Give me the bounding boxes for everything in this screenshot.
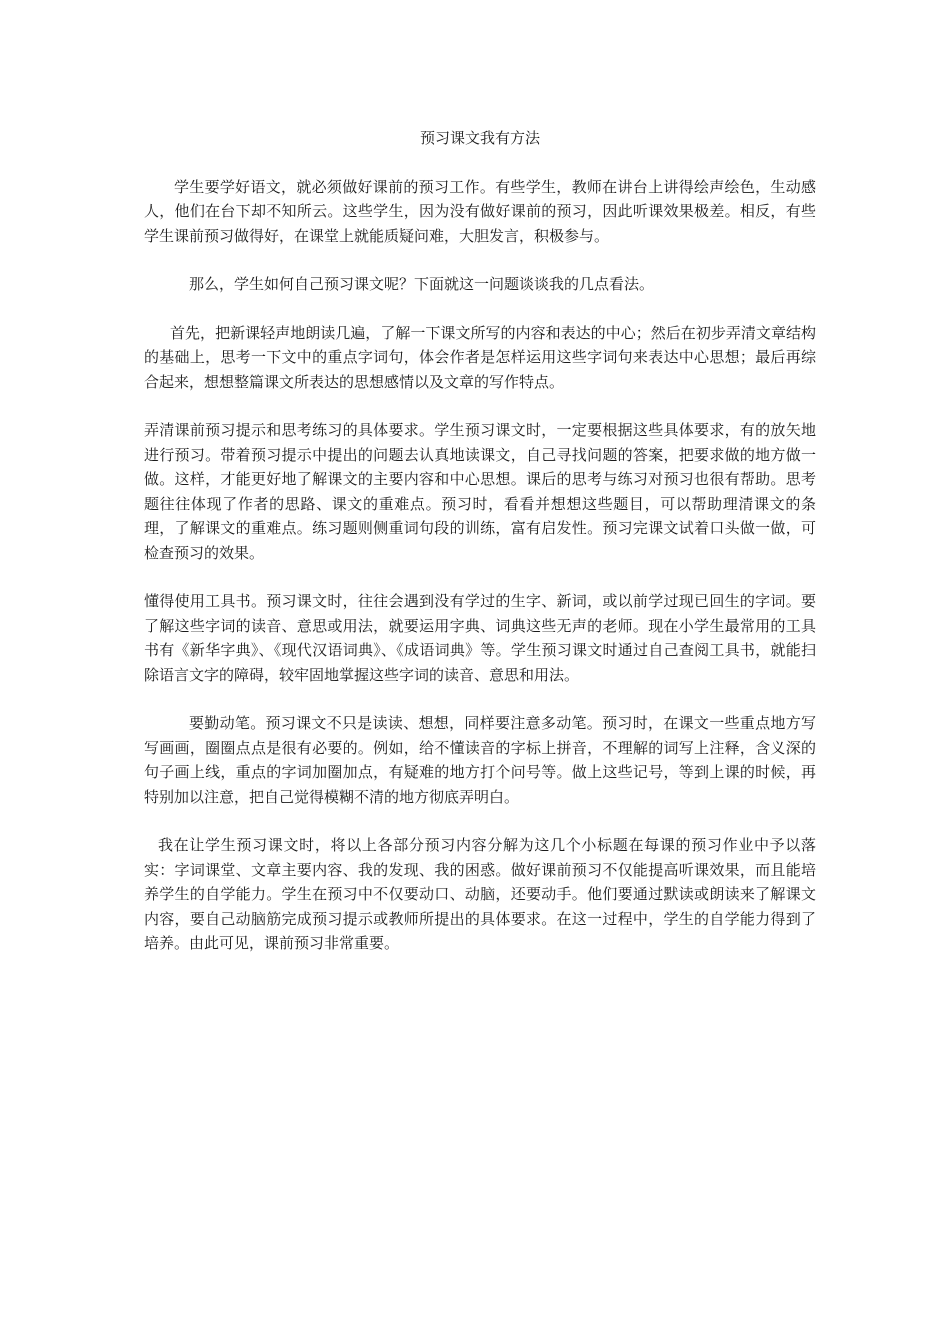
- paragraph-intro: 学生要学好语文，就必须做好课前的预习工作。有些学生，教师在讲台上讲得绘声绘色，生动感人，他们在台下却不知所云。这些学生，因为没有做好课前的预习，因此听课效果极差。相反，有些学生课前预习做得好，在课堂上就能质疑问难，大胆发言，积极参与。: [144, 177, 816, 245]
- paragraph-reference-books: 懂得使用工具书。预习课文时，往往会遇到没有学过的生字、新词，或以前学过现已回生的字词。要了解这些字词的读音、意思或用法，就要运用字典、词典这些无声的老师。现在小学生最常用的工具书有《新华字典》、《现代汉语词典》、《成语词典》等。学生预习课文时通过自己查阅工具书，就能扫除语言文字的障碍，较牢固地掌握这些字词的读音、意思和用法。: [144, 592, 816, 684]
- paragraph-take-notes: 要勤动笔。预习课文不只是读读、想想，同样要注意多动笔。预习时，在课文一些重点地方写写画画，圈圈点点是很有必要的。例如，给不懂读音的字标上拼音，不理解的词写上注释，含义深的句子画上线，重点的字词加圈加点，有疑难的地方打个问号等。做上这些记号，等到上课的时候，再特别加以注意，把自己觉得模糊不清的地方彻底弄明白。: [144, 714, 816, 806]
- paragraph-preview-hints: 弄清课前预习提示和思考练习的具体要求。学生预习课文时，一定要根据这些具体要求，有的放矢地进行预习。带着预习提示中提出的问题去认真地读课文，自己寻找问题的答案，把要求做的地方做一做。这样，才能更好地了解课文的主要内容和中心思想。课后的思考与练习对预习也很有帮助。思考题往往体现了作者的思路、课文的重难点。预习时，看看并想想这些题目，可以帮助理清课文的条理，了解课文的重难点。练习题则侧重词句段的训练，富有启发性。预习完课文试着口头做一做，可检查预习的效果。: [144, 421, 816, 562]
- document-body: [144, 126, 816, 980]
- paragraph-question: 那么，学生如何自己预习课文呢？下面就这一问题谈谈我的几点看法。: [189, 275, 655, 293]
- document-title: 预习课文我有方法: [419, 129, 540, 147]
- paragraph-read-aloud: 首先，把新课轻声地朗读几遍，了解一下课文所写的内容和表达的中心；然后在初步弄清文章结构的基础上，思考一下文中的重点字词句，体会作者是怎样运用这些字词句来表达中心思想；最后再综合起来，想想整篇课文所表达的思想感情以及文章的写作特点。: [144, 323, 816, 391]
- paragraph-conclusion: 我在让学生预习课文时，将以上各部分预习内容分解为这几个小标题在每课的预习作业中予以落实：字词课堂、文章主要内容、我的发现、我的困惑。做好课前预习不仅能提高听课效果，而且能培养学生的自学能力。学生在预习中不仅要动口、动脑，还要动手。他们要通过默读或朗读来了解课文内容，要自己动脑筋完成预习提示或教师所提出的具体要求。在这一过程中，学生的自学能力得到了培养。由此可见，课前预习非常重要。: [144, 836, 816, 952]
